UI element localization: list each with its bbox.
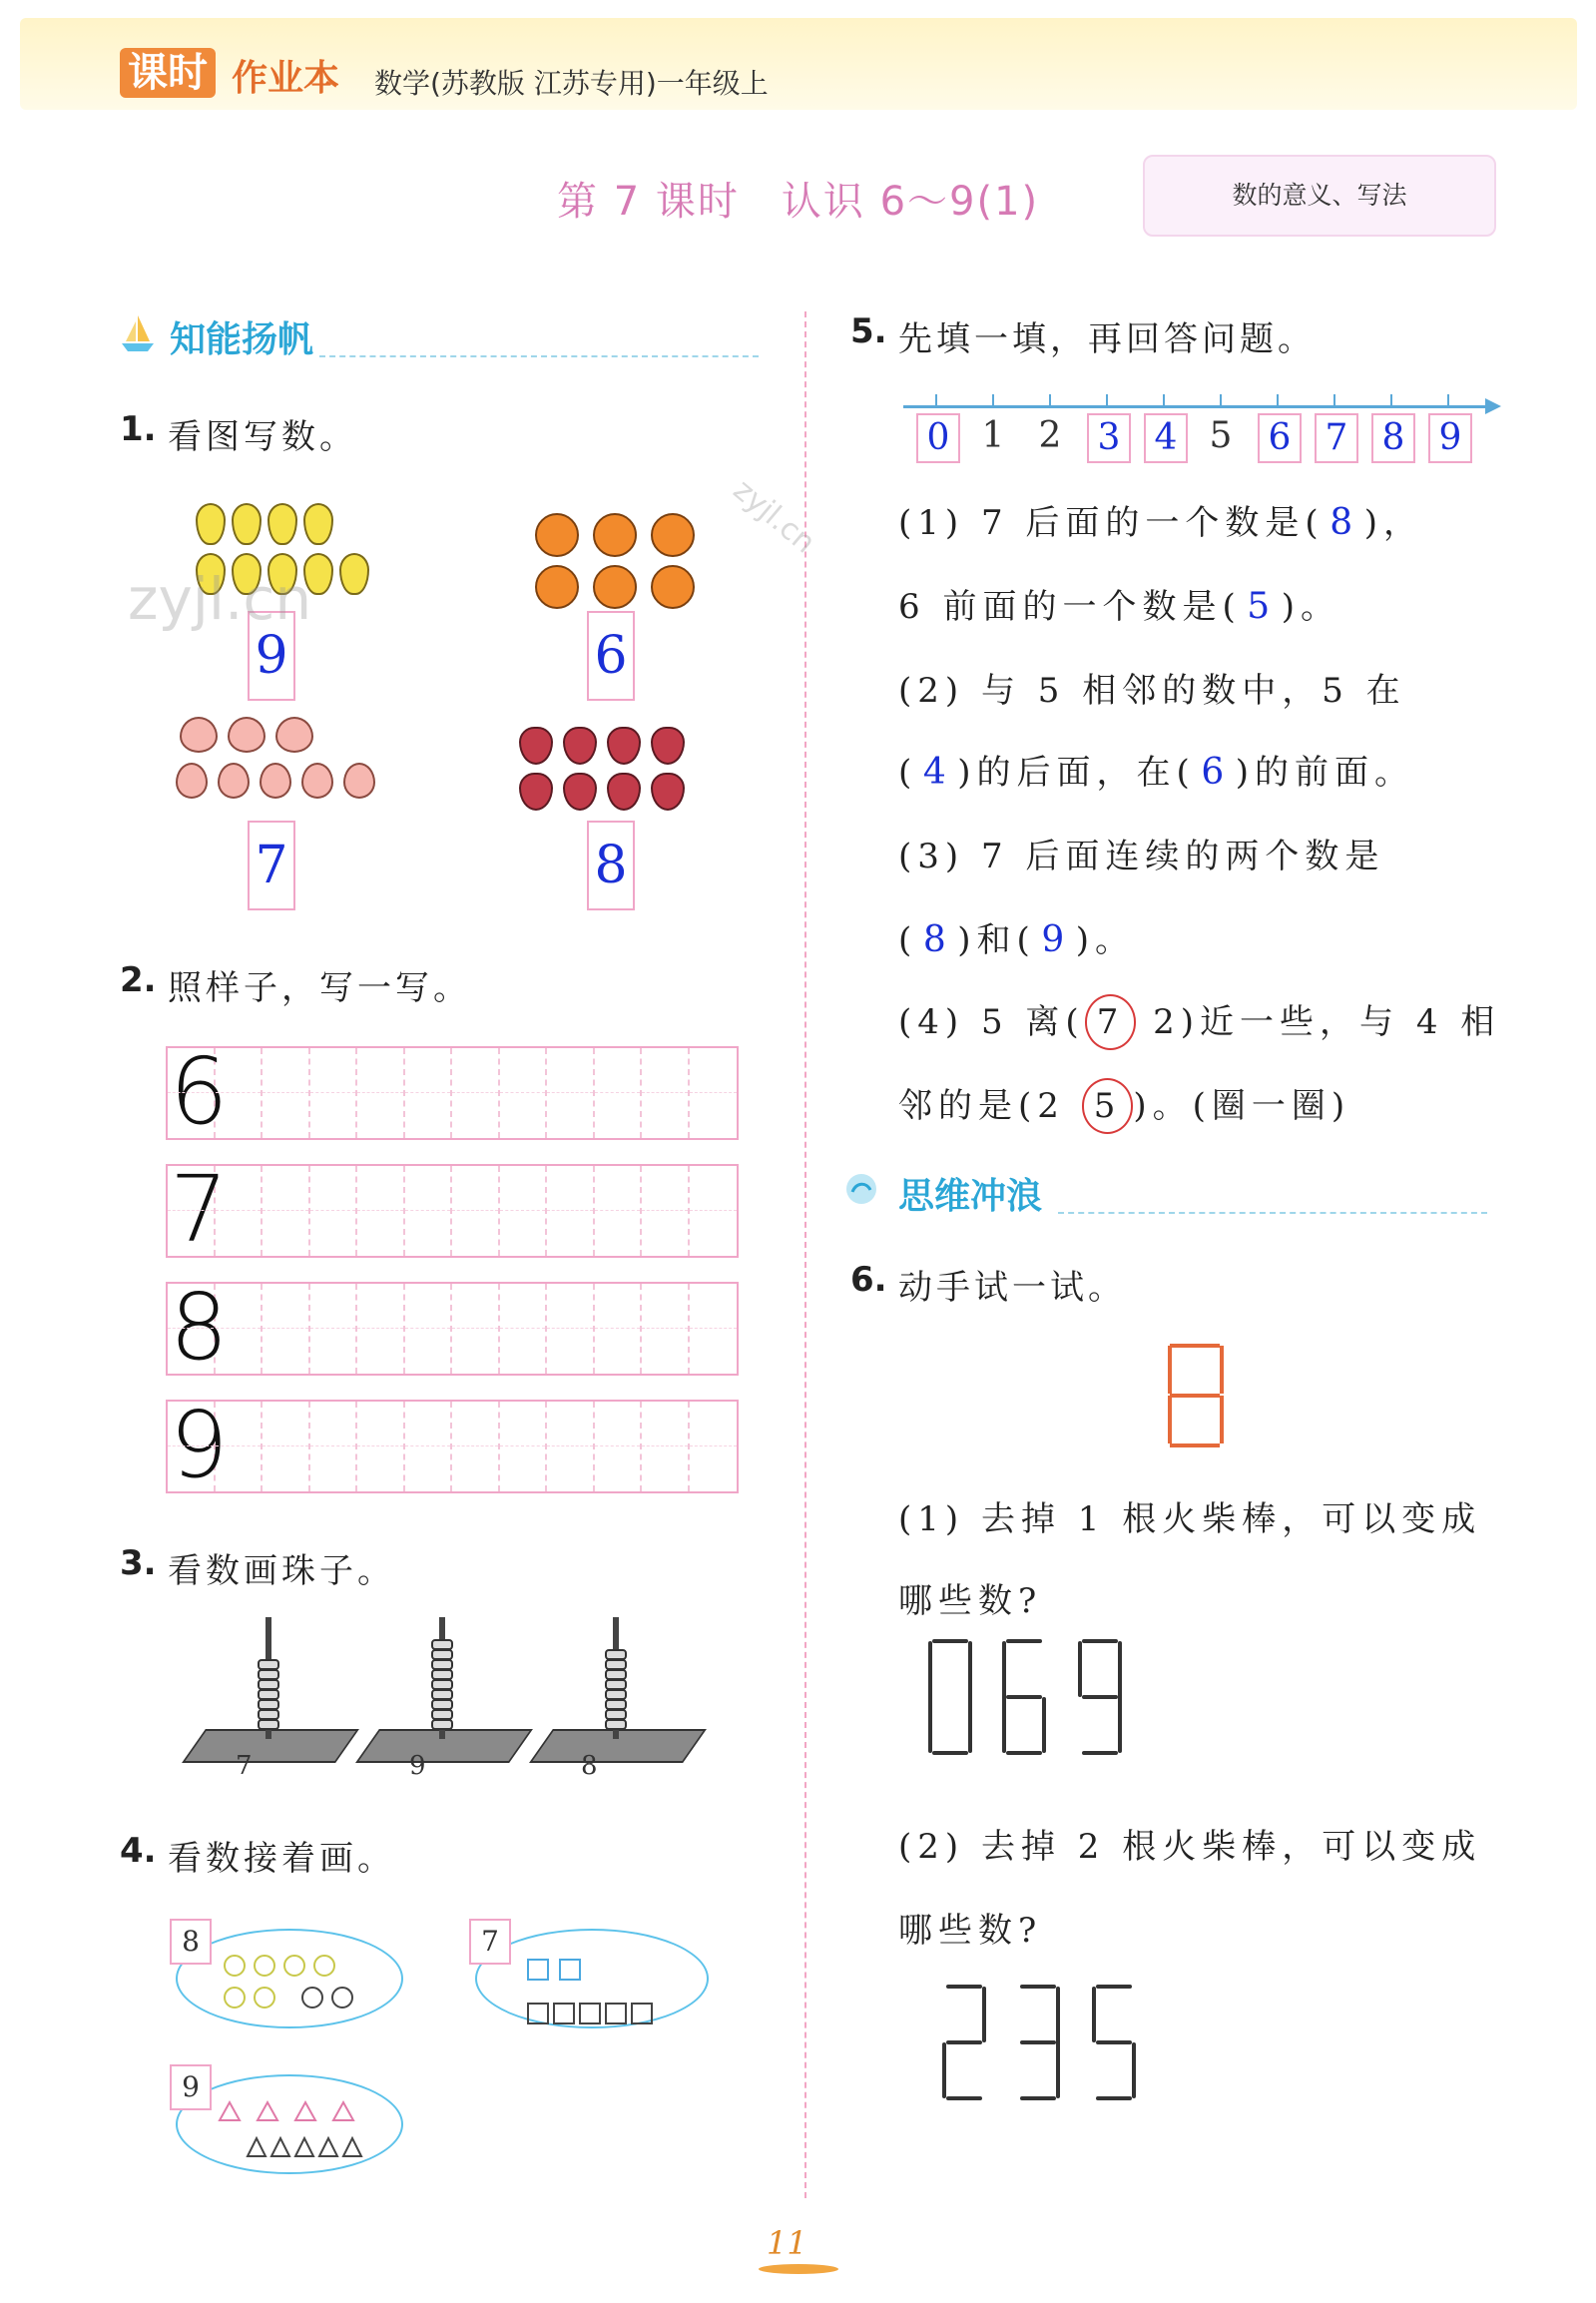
number-line-tick xyxy=(1333,394,1335,406)
q3-text: 看数画珠子。 xyxy=(168,1551,395,1591)
number-line-tick xyxy=(1447,394,1449,406)
abacus-bead xyxy=(605,1709,627,1720)
sailboat-icon xyxy=(120,313,156,353)
writing-grid-row-8[interactable] xyxy=(166,1274,739,1381)
abacus-label-3: 8 xyxy=(581,1751,598,1781)
q4-number: 4. xyxy=(120,1831,157,1871)
abacus-bead xyxy=(605,1679,627,1690)
section-title-siwei: 思维冲浪 xyxy=(898,1176,1043,1217)
q6-number: 6. xyxy=(850,1260,887,1300)
watermark-left: zyjl.cn xyxy=(128,565,312,633)
number-line-answer-box[interactable]: 6 xyxy=(1258,413,1302,463)
abacus-bead xyxy=(258,1669,279,1680)
q5-part2-line1: (2) 与 5 相邻的数中，5 在 xyxy=(898,671,1406,711)
q5-part3-line2: ( 8 )和( 9 )。 xyxy=(898,919,1136,960)
number-line-axis xyxy=(903,405,1487,408)
tag-7: 7 xyxy=(469,1919,511,1965)
q5-ans-next2[interactable]: 9 xyxy=(1041,919,1071,960)
number-line-answer-box[interactable]: 3 xyxy=(1087,413,1131,463)
abacus-bead xyxy=(431,1689,453,1700)
peaches-group xyxy=(176,717,375,799)
matchstick-answer-069 xyxy=(928,1639,1148,1759)
watermark-diagonal: zyjl.cn xyxy=(726,472,822,561)
q5-part2-line2: ( 4 )的后面，在( 6 )的前面。 xyxy=(898,752,1415,793)
q1-answer-peaches[interactable]: 7 xyxy=(248,821,295,910)
mixed-circles-row xyxy=(224,1987,353,2009)
q5-part3-line1: (3) 7 后面连续的两个数是 xyxy=(898,837,1385,876)
abacus-bead xyxy=(605,1669,627,1680)
q6-part1-line2: 哪些数? xyxy=(898,1581,1043,1621)
blue-squares-row xyxy=(527,1959,581,1981)
abacus-label-1: 7 xyxy=(236,1751,253,1781)
matchstick-eight xyxy=(1166,1344,1226,1451)
abacus-label-2: 9 xyxy=(409,1751,426,1781)
pink-triangles-row xyxy=(218,2098,367,2126)
number-line-label: 2 xyxy=(1038,415,1062,456)
lesson-title: 第 7 课时 认识 6～9(1) xyxy=(557,179,1040,225)
q1-answer-oranges[interactable]: 6 xyxy=(587,611,635,701)
abacus-bead xyxy=(258,1679,279,1690)
q5-part4-line1: (4) 5 离( 7 2)近一些，与 4 相 xyxy=(898,994,1500,1050)
q5-part4-line2: 邻的是(2 5 )。(圈一圈) xyxy=(898,1078,1350,1134)
section-underline-2 xyxy=(1058,1212,1487,1214)
number-line-answer-box[interactable]: 4 xyxy=(1144,413,1188,463)
abacus-bead xyxy=(431,1679,453,1690)
q5-circled-5[interactable]: 5 xyxy=(1082,1078,1134,1134)
gray-squares-row xyxy=(527,2003,653,2024)
book-subtitle: 数学(苏教版 江苏专用)一年级上 xyxy=(374,67,769,100)
q2-number: 2. xyxy=(120,960,157,1000)
sample-digit-6: 6 xyxy=(170,1038,229,1145)
column-divider xyxy=(804,311,806,2198)
q3-number: 3. xyxy=(120,1543,157,1583)
tag-9: 9 xyxy=(170,2064,212,2110)
number-line-label: 1 xyxy=(981,415,1005,456)
q6-part2-line1: (2) 去掉 2 根火柴棒，可以变成 xyxy=(898,1827,1482,1867)
sample-digit-7: 7 xyxy=(170,1156,229,1263)
oranges-group xyxy=(535,513,705,609)
writing-grid-row-9[interactable] xyxy=(166,1392,739,1498)
abacus-bead xyxy=(431,1649,453,1660)
number-line-tick xyxy=(1220,394,1222,406)
number-line-tick xyxy=(1277,394,1279,406)
gray-triangles-row xyxy=(246,2134,365,2162)
abacus-bead xyxy=(258,1689,279,1700)
abacus-bead xyxy=(258,1699,279,1710)
abacus-bead xyxy=(258,1709,279,1720)
abacus-bead xyxy=(605,1689,627,1700)
matchstick-answer-235 xyxy=(942,1985,1162,2104)
q5-number: 5. xyxy=(850,311,887,351)
abacus-bead xyxy=(431,1659,453,1670)
section-title-zhineng: 知能扬帆 xyxy=(170,319,314,360)
q5-circled-7[interactable]: 7 xyxy=(1085,994,1137,1050)
q5-option-2[interactable]: 2 xyxy=(1153,1002,1181,1042)
number-line-answer-box[interactable]: 0 xyxy=(916,413,960,463)
abacus-bead xyxy=(431,1639,453,1650)
number-line-answer-box[interactable]: 8 xyxy=(1371,413,1415,463)
sample-digit-8: 8 xyxy=(170,1274,229,1381)
q5-ans-after-7[interactable]: 8 xyxy=(1330,502,1359,543)
abacus-bead xyxy=(258,1719,279,1730)
q4-text: 看数接着画。 xyxy=(168,1839,395,1879)
q6-part1-line1: (1) 去掉 1 根火柴棒，可以变成 xyxy=(898,1499,1482,1539)
number-line-tick xyxy=(992,394,994,406)
q5-text: 先填一填，再回答问题。 xyxy=(898,319,1316,359)
q5-part1-line2: 6 前面的一个数是( 5 )。 xyxy=(898,586,1340,627)
sample-digit-9: 9 xyxy=(170,1392,229,1498)
q6-part2-line2: 哪些数? xyxy=(898,1911,1043,1951)
abacus-bead xyxy=(431,1719,453,1730)
number-line-answer-box[interactable]: 9 xyxy=(1428,413,1472,463)
number-line-label: 5 xyxy=(1209,415,1233,456)
yellow-circles-row xyxy=(224,1955,335,1977)
number-line-answer-box[interactable]: 7 xyxy=(1315,413,1358,463)
abacus-bead xyxy=(605,1699,627,1710)
q5-ans-before-num[interactable]: 6 xyxy=(1201,752,1231,793)
abacus-bead xyxy=(258,1659,279,1670)
q1-answer-pears[interactable]: 9 xyxy=(248,611,295,701)
number-line-tick xyxy=(1390,394,1392,406)
strawberries-group xyxy=(519,727,709,811)
q1-number: 1. xyxy=(120,409,157,449)
abacus-bead xyxy=(431,1669,453,1680)
q5-ans-next1[interactable]: 8 xyxy=(922,919,952,960)
abacus-bead xyxy=(431,1699,453,1710)
number-line-arrow xyxy=(1485,398,1501,414)
wave-icon xyxy=(844,1172,878,1206)
brand-name: 作业本 xyxy=(232,58,340,99)
number-line-tick xyxy=(1106,394,1108,406)
q6-text: 动手试一试。 xyxy=(898,1268,1126,1308)
q5-ans-after-num[interactable]: 4 xyxy=(922,752,952,793)
writing-grid-row-7[interactable] xyxy=(166,1156,739,1263)
writing-grid-row-6[interactable] xyxy=(166,1038,739,1145)
abacus-bead xyxy=(605,1719,627,1730)
number-line-tick xyxy=(1049,394,1051,406)
q5-ans-before-6[interactable]: 5 xyxy=(1247,586,1277,627)
abacus-bead xyxy=(605,1649,627,1660)
q2-text: 照样子，写一写。 xyxy=(168,968,471,1008)
number-line-tick xyxy=(935,394,937,406)
tag-8: 8 xyxy=(170,1919,212,1965)
q1-answer-strawberries[interactable]: 8 xyxy=(587,821,635,910)
q1-text: 看图写数。 xyxy=(168,417,357,457)
logo-badge: 课时 xyxy=(120,48,216,98)
page-number-ornament xyxy=(759,2264,838,2274)
abacus-bead xyxy=(431,1709,453,1720)
topic-tag: 数的意义、写法 xyxy=(1143,155,1496,237)
section-underline xyxy=(319,355,759,357)
page-number: 11 xyxy=(767,2224,807,2262)
number-line-tick xyxy=(1163,394,1165,406)
abacus-bead xyxy=(605,1659,627,1670)
q5-part1-line1: (1) 7 后面的一个数是( 8 )， xyxy=(898,502,1423,543)
